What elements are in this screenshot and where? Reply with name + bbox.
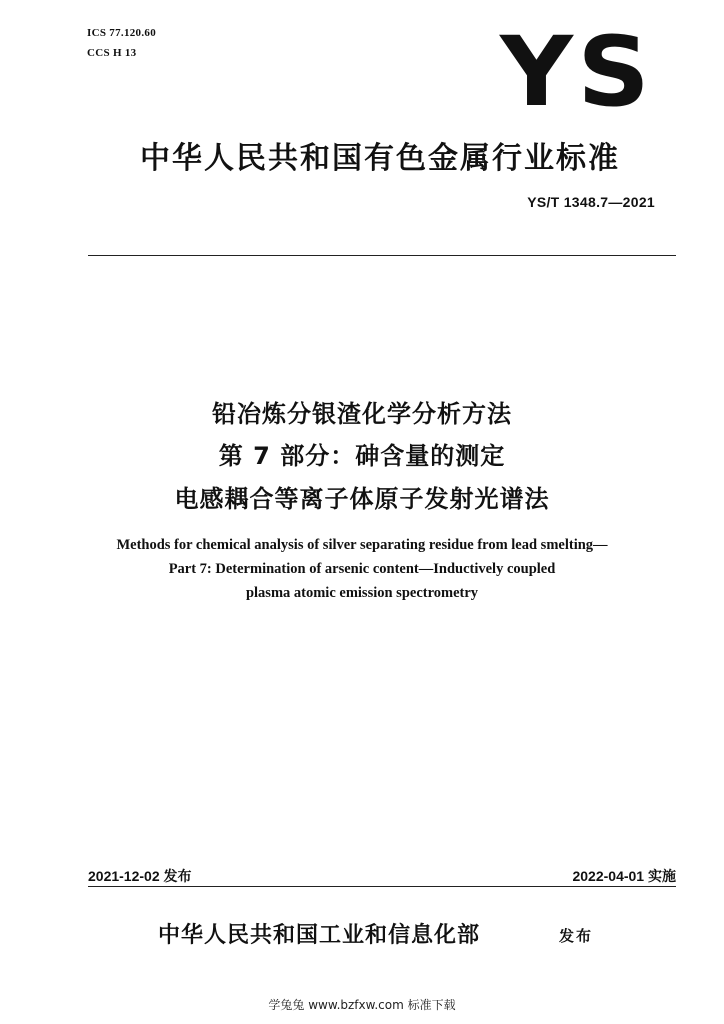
- issue-date: 2021-12-02 发布: [88, 868, 192, 884]
- header-divider: [88, 255, 676, 256]
- cn-title-line-1: 铅冶炼分银渣化学分析方法: [212, 400, 512, 428]
- en-title-line-3: plasma atomic emission spectrometry: [245, 585, 479, 601]
- en-title-line-1: Methods for chemical analysis of silver separating residue from lead smelting—: [116, 537, 608, 553]
- issuing-suffix: 发布: [559, 927, 594, 945]
- dates-divider: [88, 886, 676, 887]
- implementation-date: 2022-04-01 实施: [572, 868, 676, 884]
- cn-title-line-3: 电感耦合等离子体原子发射光谱法: [174, 485, 550, 513]
- footer-watermark: 学兔兔 www.bzfxw.com 标准下载: [268, 998, 456, 1012]
- issuing-authority: 中华人民共和国工业和信息化部: [158, 922, 481, 948]
- standard-category-title: 中华人民共和国有色金属行业标准: [140, 141, 620, 176]
- ys-logo: YS: [500, 16, 654, 128]
- standard-number: YS/T 1348.7—2021: [527, 194, 655, 210]
- ccs-code: CCS H 13: [87, 47, 137, 59]
- ics-code: ICS 77.120.60: [87, 27, 156, 39]
- en-title-line-2: Part 7: Determination of arsenic content—Inductively coupled: [168, 561, 556, 577]
- cn-title-line-2: 第 7 部分：砷含量的测定: [218, 442, 506, 470]
